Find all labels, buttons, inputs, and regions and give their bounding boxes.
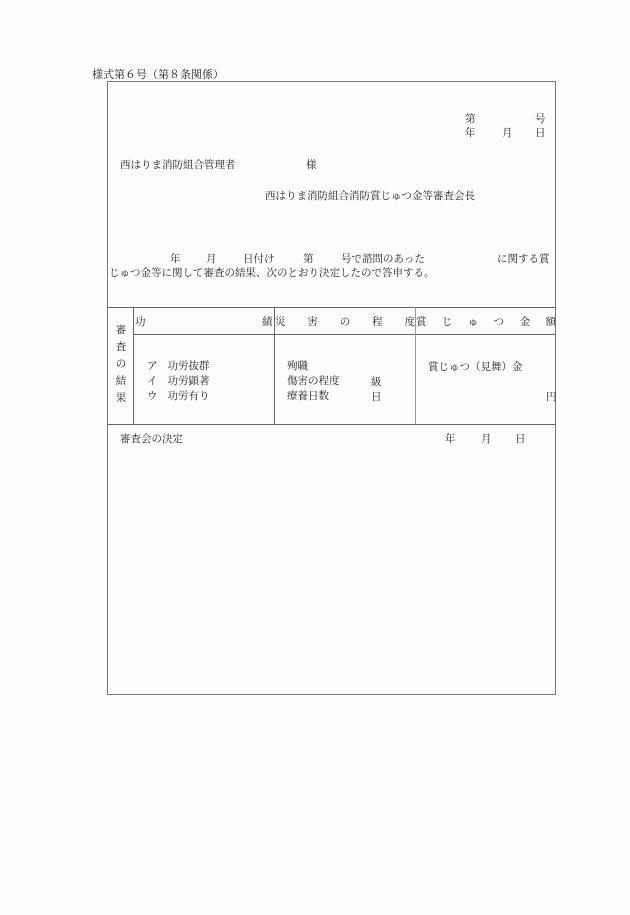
header-merit-right: 績	[262, 316, 273, 328]
header-damage: 災 害 の 程 度	[275, 316, 415, 328]
table-top-border	[107, 307, 556, 308]
body-regarding: に関する賞	[497, 253, 550, 265]
injury-grade-unit: 級	[371, 376, 382, 388]
merit-option-a: ア 功労抜群	[147, 360, 210, 372]
header-merit-left: 功	[135, 316, 146, 328]
date-month: 月	[502, 127, 513, 139]
table-header-divider	[133, 334, 556, 335]
table-col-divider-1	[133, 307, 134, 424]
addressee-honorific: 様	[306, 159, 317, 171]
body-line2: じゅつ金等に関して審査の結果、次のとおり決定したので答申する。	[109, 267, 435, 279]
damage-items	[287, 359, 340, 404]
merit-option-u: ウ 功労有り	[147, 390, 210, 402]
decision-month: 月	[481, 433, 492, 445]
number-prefix: 第	[465, 113, 476, 125]
merit-options	[147, 359, 210, 404]
damage-item-treatment: 療養日数	[287, 390, 329, 402]
form-label: 様式第６号（第８条関係）	[92, 68, 224, 81]
date-day: 日	[535, 127, 546, 139]
table-bottom-border	[107, 424, 556, 425]
body-month: 月	[206, 253, 217, 265]
header-amount: 賞 じ ゅ つ 金 額	[416, 316, 556, 328]
amount-unit: 円	[546, 391, 557, 403]
decision-year: 年	[445, 433, 456, 445]
body-year: 年	[170, 253, 181, 265]
side-label-vertical: 審 査 の 結 果	[115, 324, 127, 404]
body-inquiry: 号で諮問のあった	[341, 253, 425, 265]
decision-day: 日	[515, 433, 526, 445]
merit-option-i: イ 功労顕著	[147, 375, 210, 387]
addressee-name: 西はりま消防組合管理者	[120, 159, 236, 171]
sender-title: 西はりま消防組合消防賞じゅつ金等審査会長	[265, 190, 475, 202]
treatment-days-unit: 日	[371, 391, 382, 403]
damage-item-injury: 傷害の程度	[287, 375, 340, 387]
damage-item-death: 殉職	[287, 360, 308, 372]
date-year: 年	[465, 127, 476, 139]
body-day-dated: 日付け	[243, 253, 275, 265]
number-suffix: 号	[535, 113, 546, 125]
decision-label: 審査会の決定	[120, 433, 183, 445]
body-dai: 第	[303, 253, 314, 265]
amount-label: 賞じゅつ（見舞）金	[428, 361, 523, 373]
